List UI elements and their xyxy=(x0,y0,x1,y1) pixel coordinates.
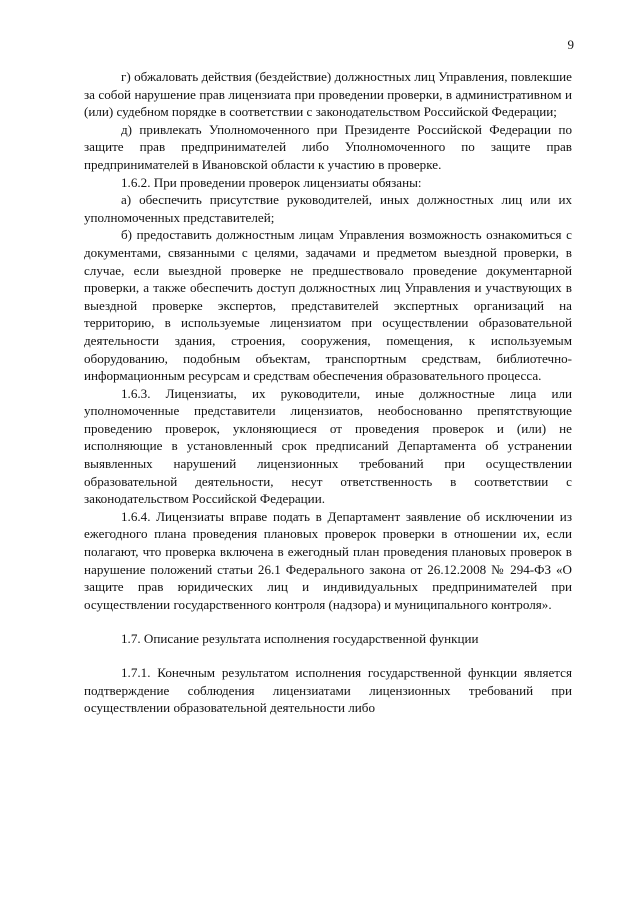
paragraph-item-a: а) обеспечить присутствие руководителей, иных должностных лиц или их уполномоченных представителей; xyxy=(84,192,572,225)
paragraph-item-g: г) обжаловать действия (бездействие) должностных лиц Управления, повлекшие за собой нарушение прав лицензиата при проведении проверки, в административном и (или) судебном порядке в соответствии с законодательством Российской Федерации; xyxy=(84,69,572,120)
page-number: 9 xyxy=(567,37,574,52)
paragraph-item-d: д) привлекать Уполномоченного при Президенте Российской Федерации по защите прав предпринимателей либо Уполномоченного по защите прав предпринимателей в Ивановской области к участию в проверке. xyxy=(84,121,572,172)
paragraph-1-6-4: 1.6.4. Лицензиаты вправе подать в Департамент заявление об исключении из ежегодного плана проведения плановых проверок проверки в отношении их, если полагают, что проверка включена в ежегодный план проведения плановых проверок в нарушение положений статьи 26.1 Федерального закона от 26.12.2008 № 294-ФЗ «О защите прав юридических лиц и индивидуальных предпринимателей при осуществлении государственного контроля (надзора) и муниципального контроля». xyxy=(84,508,572,612)
paragraph-1-7-1: 1.7.1. Конечным результатом исполнения государственной функции является подтверждение соблюдения лицензиатами лицензионных требований при осуществлении образовательной деятельности либо xyxy=(84,665,572,716)
document-body xyxy=(84,68,572,717)
section-heading-1-7: 1.7. Описание результата исполнения государственной функции xyxy=(121,631,479,647)
paragraph-1-6-2: 1.6.2. При проведении проверок лицензиаты обязаны: xyxy=(121,174,422,190)
paragraph-item-b: б) предоставить должностным лицам Управления возможность ознакомиться с документами, связанными с целями, задачами и предметом выездной проверки, в случае, если выездной проверке не предшествовало проведение документарной проверки, а также обеспечить доступ должностных лиц Управления и участвующих в выездной проверке экспертов, представителей экспертных организаций на территорию, в используемые лицензиатом при осуществлении образовательной деятельности здания, строения, сооружения, помещения, к используемым оборудованию, подобным объектам, транспортным средствам, библиотечно-информационным ресурсам и средствам обеспечения образовательного процесса. xyxy=(84,227,572,384)
paragraph-1-6-3: 1.6.3. Лицензиаты, их руководители, иные должностные лица или уполномоченные представители лицензиатов, необоснованно препятствующие проведению проверок, уклоняющиеся от проведения проверок и (или) не исполняющие в установленный срок предписаний Департамента об устранении выявленных нарушений лицензионных требований при осуществлении образовательной деятельности, несут ответственность в соответствии с законодательством Российской Федерации. xyxy=(84,385,572,507)
